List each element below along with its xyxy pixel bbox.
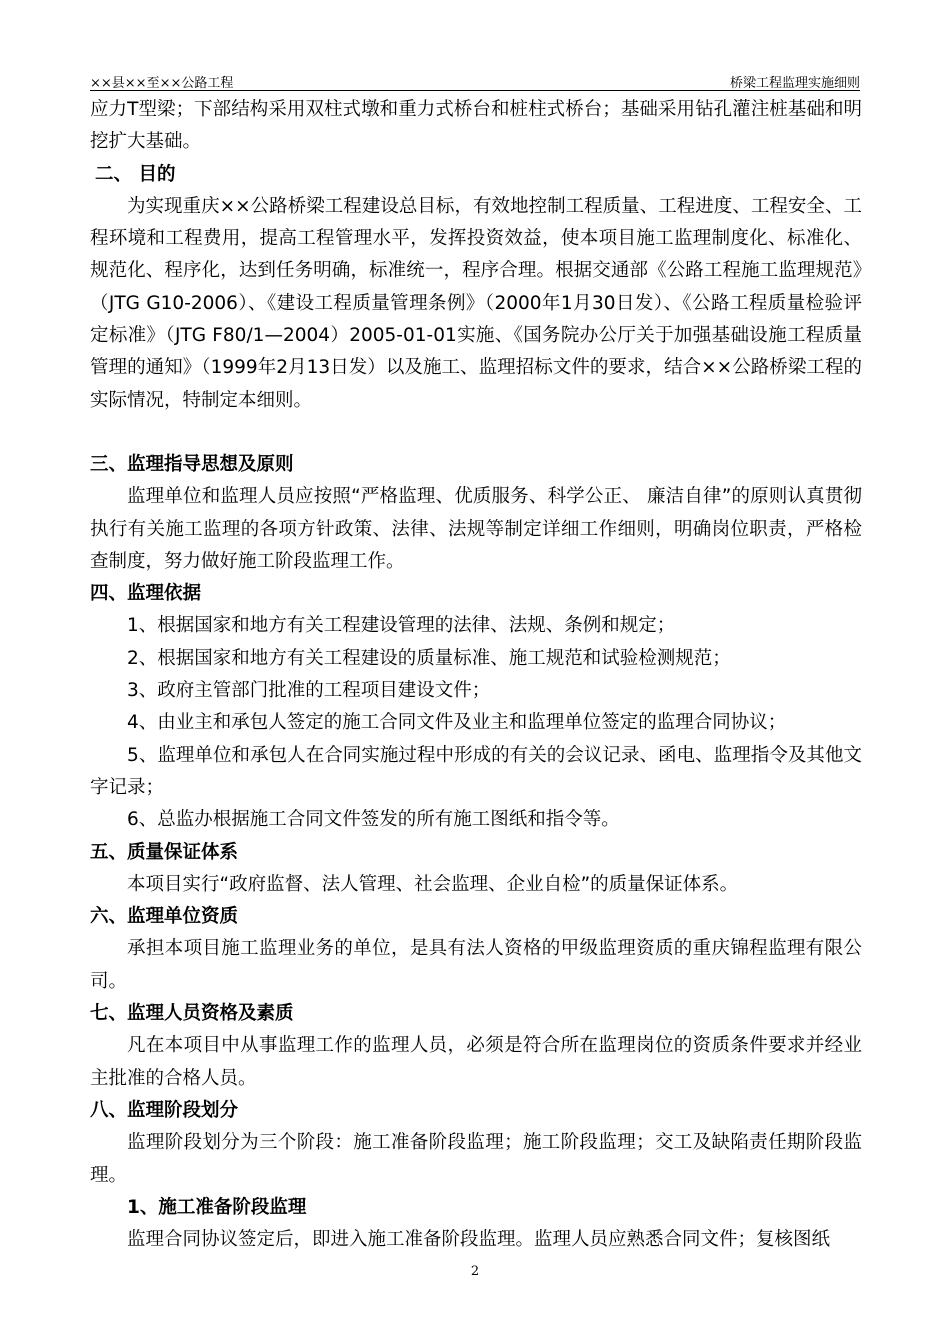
intro-paragraph: 应力T型梁；下部结构采用双柱式墩和重力式桥台和桩柱式桥台；基础采用钻孔灌注桩基础和明挖扩大基础。: [90, 99, 862, 153]
section-3-text: 监理单位和监理人员应按照“严格监理、优质服务、科学公正、 廉洁自律”的原则认真贯彻执行有关施工监理的各项方针政策、法律、法规等制定详细工作细则，明确岗位职责，严格检查制度，努力做好施工阶段监理工作。: [90, 486, 862, 572]
section-4-item: 3、政府主管部门批准的工程项目建设文件；: [127, 680, 491, 702]
section-7-heading: 七、监理人员资格及素质: [90, 1003, 294, 1025]
section-8-heading: 八、监理阶段划分: [90, 1099, 239, 1121]
section-2-text: 为实现重庆××公路桥梁工程建设总目标，有效地控制工程质量、工程进度、工程安全、工程环境和工程费用，提高工程管理水平，发挥投资效益，使本项目施工监理制度化、标准化、规范化、程序化，达到任务明确，标准统一，程序合理。根据交通部《公路工程施工监理规范》（JTG G10-2006）、《建设工程质量管理条例》（2000年1月30日发）、《公路工程质量检验评定标准》（JTG F80/1—2004）2005-01-01实施、《国务院办公厅关于加强基础设施工程质量管理的通知》（1999年2月13日发）以及施工、监理招标文件的要求，结合××公路桥梁工程的实际情况，特制定本细则。: [90, 195, 862, 411]
spacer: [90, 417, 862, 449]
header-document-title: 桥梁工程监理实施细则: [729, 76, 860, 91]
subsection-8-1-text: 监理合同协议签定后，即进入施工准备阶段监理。监理人员应熟悉合同文件；复核图纸: [127, 1229, 831, 1251]
section-3-heading: 三、监理指导思想及原则: [90, 453, 294, 475]
section-7-text: 凡在本项目中从事监理工作的监理人员，必须是符合所在监理岗位的资质条件要求并经业主批准的合格人员。: [90, 1035, 862, 1089]
section-4-item: 6、总监办根据施工合同文件签发的所有施工图纸和指令等。: [127, 809, 620, 831]
section-6-heading: 六、监理单位资质: [90, 906, 239, 928]
section-5-text: 本项目实行“政府监督、法人管理、社会监理、企业自检”的质量保证体系。: [127, 873, 739, 895]
section-4-item: 5、监理单位和承包人在合同实施过程中形成的有关的会议记录、函电、监理指令及其他文字记录；: [90, 744, 862, 798]
section-4-item: 1、根据国家和地方有关工程建设管理的法律、法规、条例和规定；: [127, 615, 676, 637]
document-body: [90, 94, 862, 1256]
header-project-name: ××县××至××公路工程: [90, 76, 234, 91]
section-6-text: 承担本项目施工监理业务的单位，是具有法人资格的甲级监理资质的重庆锦程监理有限公司。: [90, 938, 862, 992]
section-5-heading: 五、质量保证体系: [90, 841, 239, 863]
section-4-heading: 四、监理依据: [90, 583, 202, 605]
subsection-8-1-heading: 1、施工准备阶段监理: [127, 1196, 307, 1218]
page-number: 2: [470, 1264, 480, 1279]
section-4-item: 2、根据国家和地方有关工程建设的质量标准、施工规范和试验检测规范；: [127, 647, 731, 669]
section-4-item: 4、由业主和承包人签定的施工合同文件及业主和监理单位签定的监理合同协议；: [127, 712, 787, 734]
page-header: [90, 70, 860, 91]
section-2-heading: 二、 目的: [95, 163, 176, 185]
section-8-text: 监理阶段划分为三个阶段：施工准备阶段监理；施工阶段监理；交工及缺陷责任期阶段监理。: [90, 1132, 862, 1186]
